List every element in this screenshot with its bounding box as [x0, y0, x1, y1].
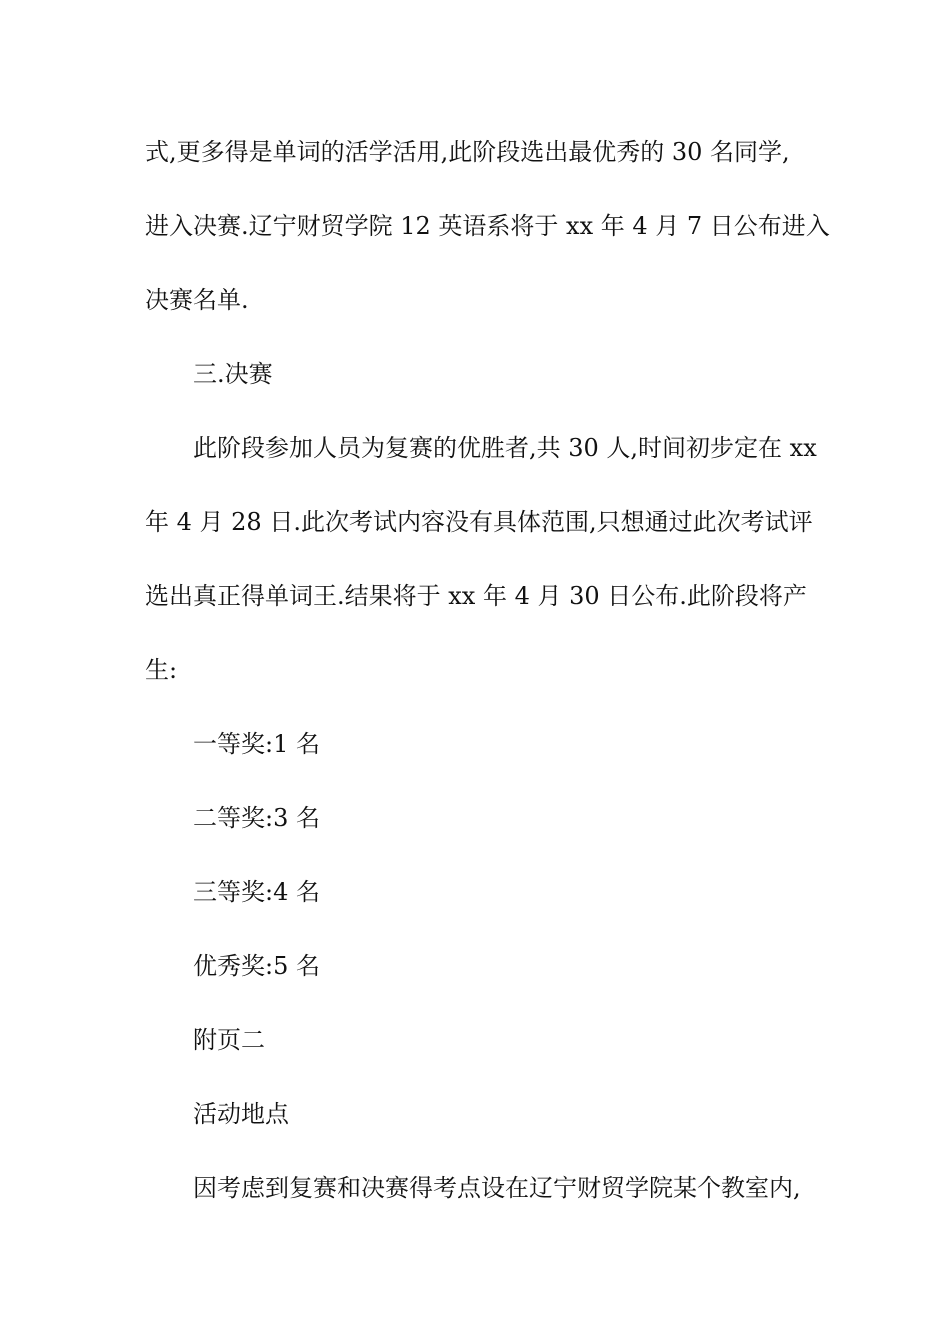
- section-heading: 三.决赛: [193, 360, 273, 388]
- paragraph-line: 进入决赛.辽宁财贸学院 12 英语系将于 xx 年 4 月 7 日公布进入: [145, 212, 830, 240]
- paragraph-line: 生:: [145, 656, 178, 684]
- paragraph-line: 式,更多得是单词的活学活用,此阶段选出最优秀的 30 名同学,: [145, 138, 790, 166]
- prize-second: 二等奖:3 名: [193, 804, 320, 832]
- paragraph-line: 年 4 月 28 日.此次考试内容没有具体范围,只想通过此次考试评: [145, 508, 813, 536]
- section-heading: 活动地点: [193, 1100, 289, 1128]
- prize-first: 一等奖:1 名: [193, 730, 320, 758]
- paragraph-line: 此阶段参加人员为复赛的优胜者,共 30 人,时间初步定在 xx: [193, 434, 817, 462]
- prize-merit: 优秀奖:5 名: [193, 952, 320, 980]
- paragraph-line: 决赛名单.: [145, 286, 249, 314]
- appendix-heading: 附页二: [193, 1026, 265, 1054]
- paragraph-line: 选出真正得单词王.结果将于 xx 年 4 月 30 日公布.此阶段将产: [145, 582, 807, 610]
- prize-third: 三等奖:4 名: [193, 878, 320, 906]
- paragraph-line: 因考虑到复赛和决赛得考点设在辽宁财贸学院某个教室内,: [193, 1174, 801, 1202]
